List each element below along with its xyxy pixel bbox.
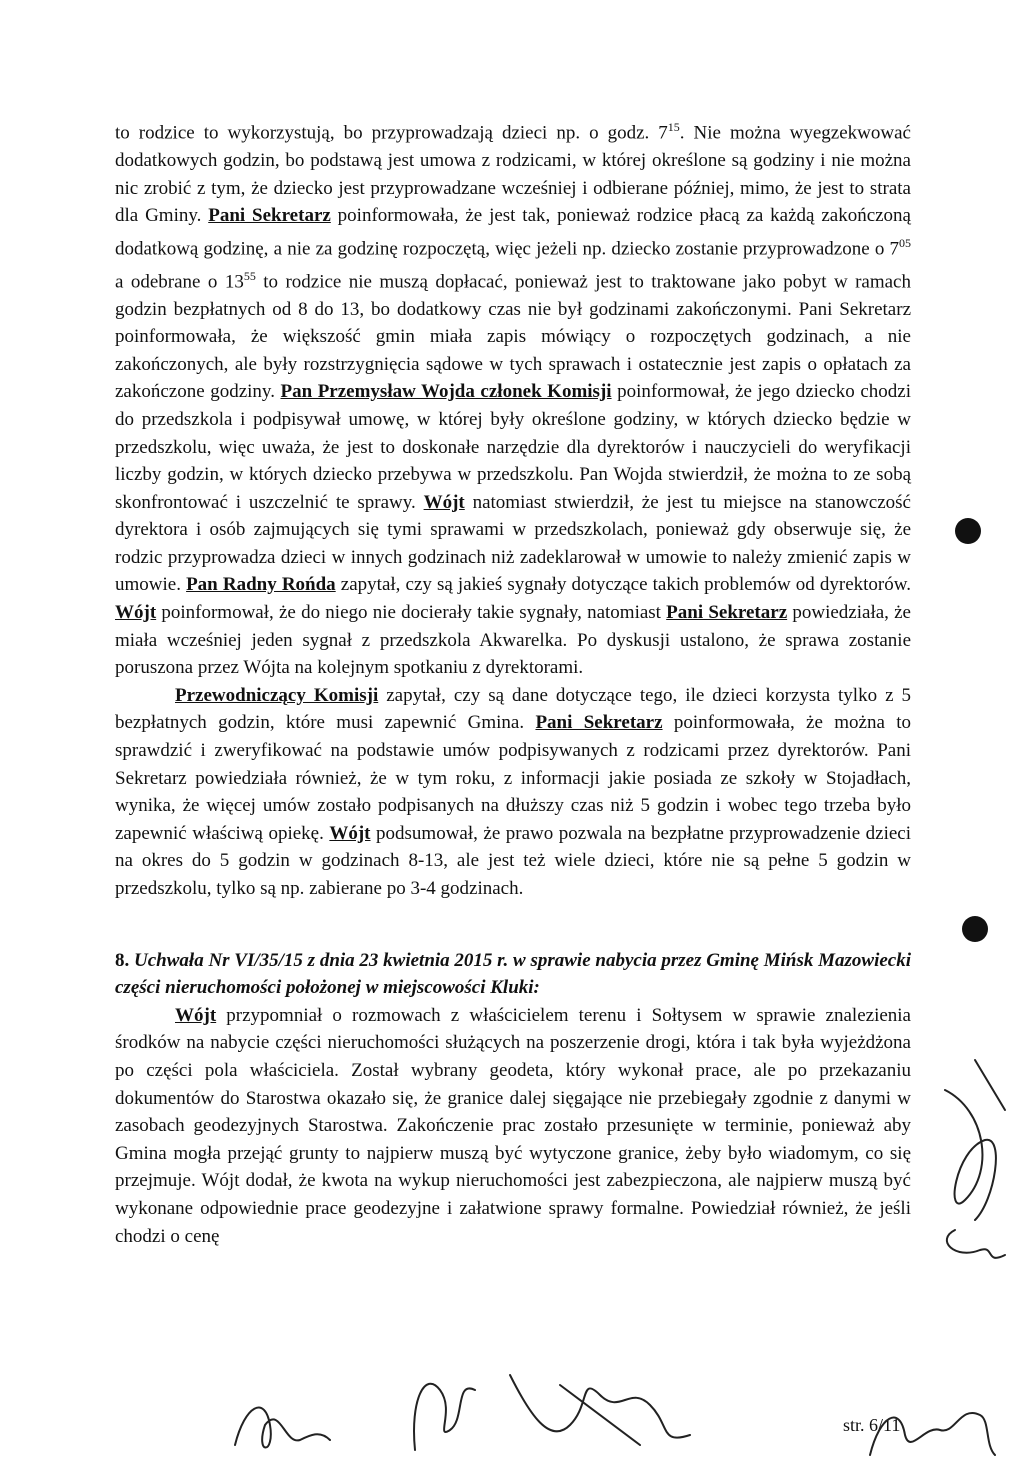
text-run: poinformował, że jego dziecko chodzi do przedszkola i podpisywał umowę, w której były określone godziny, w których dziecko będzie w przedszkolu, więc uważa, że jest to doskonałe narzędzie dla dyrektorów i nauczycieli do weryfikacji liczby godzin, w których dziecko przebywa w przedszkolu. Pan Wojda stwierdził, że można to ze sobą skonfrontować i uszczelnić te sprawy.	[115, 381, 911, 513]
speaker-name: Wójt	[115, 602, 157, 624]
speaker-name: Przewodniczący Komisji	[175, 684, 379, 706]
text-run: a odebrane o 13	[115, 270, 244, 292]
signature-bottom-3	[500, 1355, 700, 1465]
speaker-name: Pan Przemysław Wojda członek Komisji	[280, 381, 612, 403]
text-run: natomiast stwierdził, że jest tu miejsce na stanowczość dyrektora i osób zajmujących się tymi sprawami w przedszkolach, ponieważ gdy obserwuje się, że rodzic przyprowadza dzieci w innych godzinach niż zadeklarował w umowie to należy zmienić zapis w umowie.	[115, 491, 911, 596]
margin-bullet-dot	[955, 518, 981, 544]
text-run: to rodzice to wykorzystują, bo przyprowadzają dzieci np. o godz. 7	[115, 122, 668, 144]
section-heading	[115, 947, 911, 1002]
text-run: zapytał, czy są dane dotyczące tego, ile dzieci korzysta tylko z 5 bezpłatnych godzin, które musi zapewnić Gmina.	[115, 684, 911, 734]
text-run: to rodzice nie muszą dopłacać, ponieważ jest to traktowane jako pobyt w ramach godzin bezpłatnych od 8 do 13, bo dodatkowy czas nie był godzinami zakończonymi. Pani Sekretarz poinformowała, że większość gmin miała zapis mówiący o rozpoczętych godzinach, a nie zakończonych, ale były rozstrzygnięcia sądowe w tych sprawach i ostatecznie jest zapis o opłatach za zakończone godziny.	[115, 270, 911, 403]
text-run: . Nie można wyegzekwować dodatkowych godzin, bo podstawą jest umowa z rodzicami, w której określone są godziny i nie można nic zrobić z tym, że dziecko jest przyprowadzane wcześniej i odbierane później, mimo, że jest to strata dla Gminy.	[115, 122, 911, 227]
speaker-name: Wójt	[329, 822, 371, 844]
signature-bottom-2	[395, 1360, 485, 1460]
superscript-minutes: 05	[899, 235, 911, 250]
signature-right-margin	[925, 1050, 1015, 1270]
text-run: przypomniał o rozmowach z właścicielem terenu i Sołtysem w sprawie znalezienia środków na nabycie części nieruchomości służących na poszerzenie drogi, która i tak była wyjeżdżona po części pola właściciela. Został wybrany geodeta, który wykonał prace, ale po przekazaniu dokumentów do Starostwa okazało się, że granice dalej sięgające nie przebiegały zgodnie z danymi w zasobach geodezyjnych Starostwa. Zakończenie prac zostało przesunięte w terminie, ponieważ aby Gmina mogła przejąć grunty to najpierw muszą być wytyczone granice, żeby było wiadomym, co się przejmuje. Wójt dodał, że kwota na wykup nieruchomości jest zabezpieczona, ale najpierw muszą być wykonane odpowiednie prace geodezyjne i załatwione sprawy formalne. Powiedział również, że jeśli chodzi o cenę	[115, 1004, 911, 1247]
paragraph-2	[115, 682, 911, 903]
margin-bullet-dot	[962, 916, 988, 942]
speaker-name: Pani Sekretarz	[208, 205, 331, 227]
text-run: poinformował, że do niego nie docierały takie sygnały, natomiast	[156, 602, 667, 624]
speaker-name: Pan Radny Rońda	[186, 574, 336, 596]
speaker-name: Pani Sekretarz	[666, 602, 788, 624]
section-title: Uchwała Nr VI/35/15 z dnia 23 kwietnia 2015 r. w sprawie nabycia przez Gminę Mińsk Mazowiecki części nieruchomości położonej w miejscowości Kluki:	[115, 949, 912, 999]
speaker-name: Wójt	[175, 1004, 217, 1026]
text-run: poinformowała, że jest tak, ponieważ rodzice płacą za każdą zakończoną dodatkową godzinę, a nie za godzinę rozpoczętą, więc jeżeli np. dziecko zostanie przyprowadzone o 7	[115, 205, 911, 260]
speaker-name: Pani Sekretarz	[535, 712, 663, 734]
signature-bottom-4	[860, 1385, 1000, 1475]
text-run: podsumował, że prawo pozwala na bezpłatne przyprowadzenie dzieci na okres do 5 godzin w godzinach 8-13, ale jest też wiele dzieci, które nie są pełne 5 godzin w przedszkolu, tylko są np. zabierane po 3-4 godzinach.	[115, 822, 911, 900]
section-number: 8.	[115, 949, 130, 971]
paragraph-1	[115, 114, 911, 682]
text-run: zapytał, czy są jakieś sygnały dotyczące takich problemów od dyrektorów.	[335, 574, 911, 596]
page-number: str. 6/11	[843, 1415, 901, 1435]
speaker-name: Wójt	[423, 491, 465, 513]
signature-bottom-1	[225, 1385, 335, 1465]
document-body	[115, 114, 911, 1250]
text-run: powiedziała, że miała wcześniej jeden sygnał z przedszkola Akwarelka. Po dyskusji ustalono, że sprawa zostanie poruszona przez Wójta na kolejnym spotkaniu z dyrektorami.	[115, 602, 911, 679]
superscript-minutes: 15	[667, 120, 680, 134]
text-run: poinformowała, że można to sprawdzić i zweryfikować na podstawie umów podpisywanych z rodzicami przez dyrektorów. Pani Sekretarz powiedziała również, że w tym roku, z informacji jakie posiada ze szkoły w Stojadłach, wynika, że więcej umów zostało podpisanych na dłuższy czas niż 5 godzin i wobec tego trzeba było zapewnić właściwą opiekę.	[115, 712, 911, 844]
section-paragraph	[115, 1002, 911, 1250]
superscript-minutes: 55	[243, 268, 256, 283]
